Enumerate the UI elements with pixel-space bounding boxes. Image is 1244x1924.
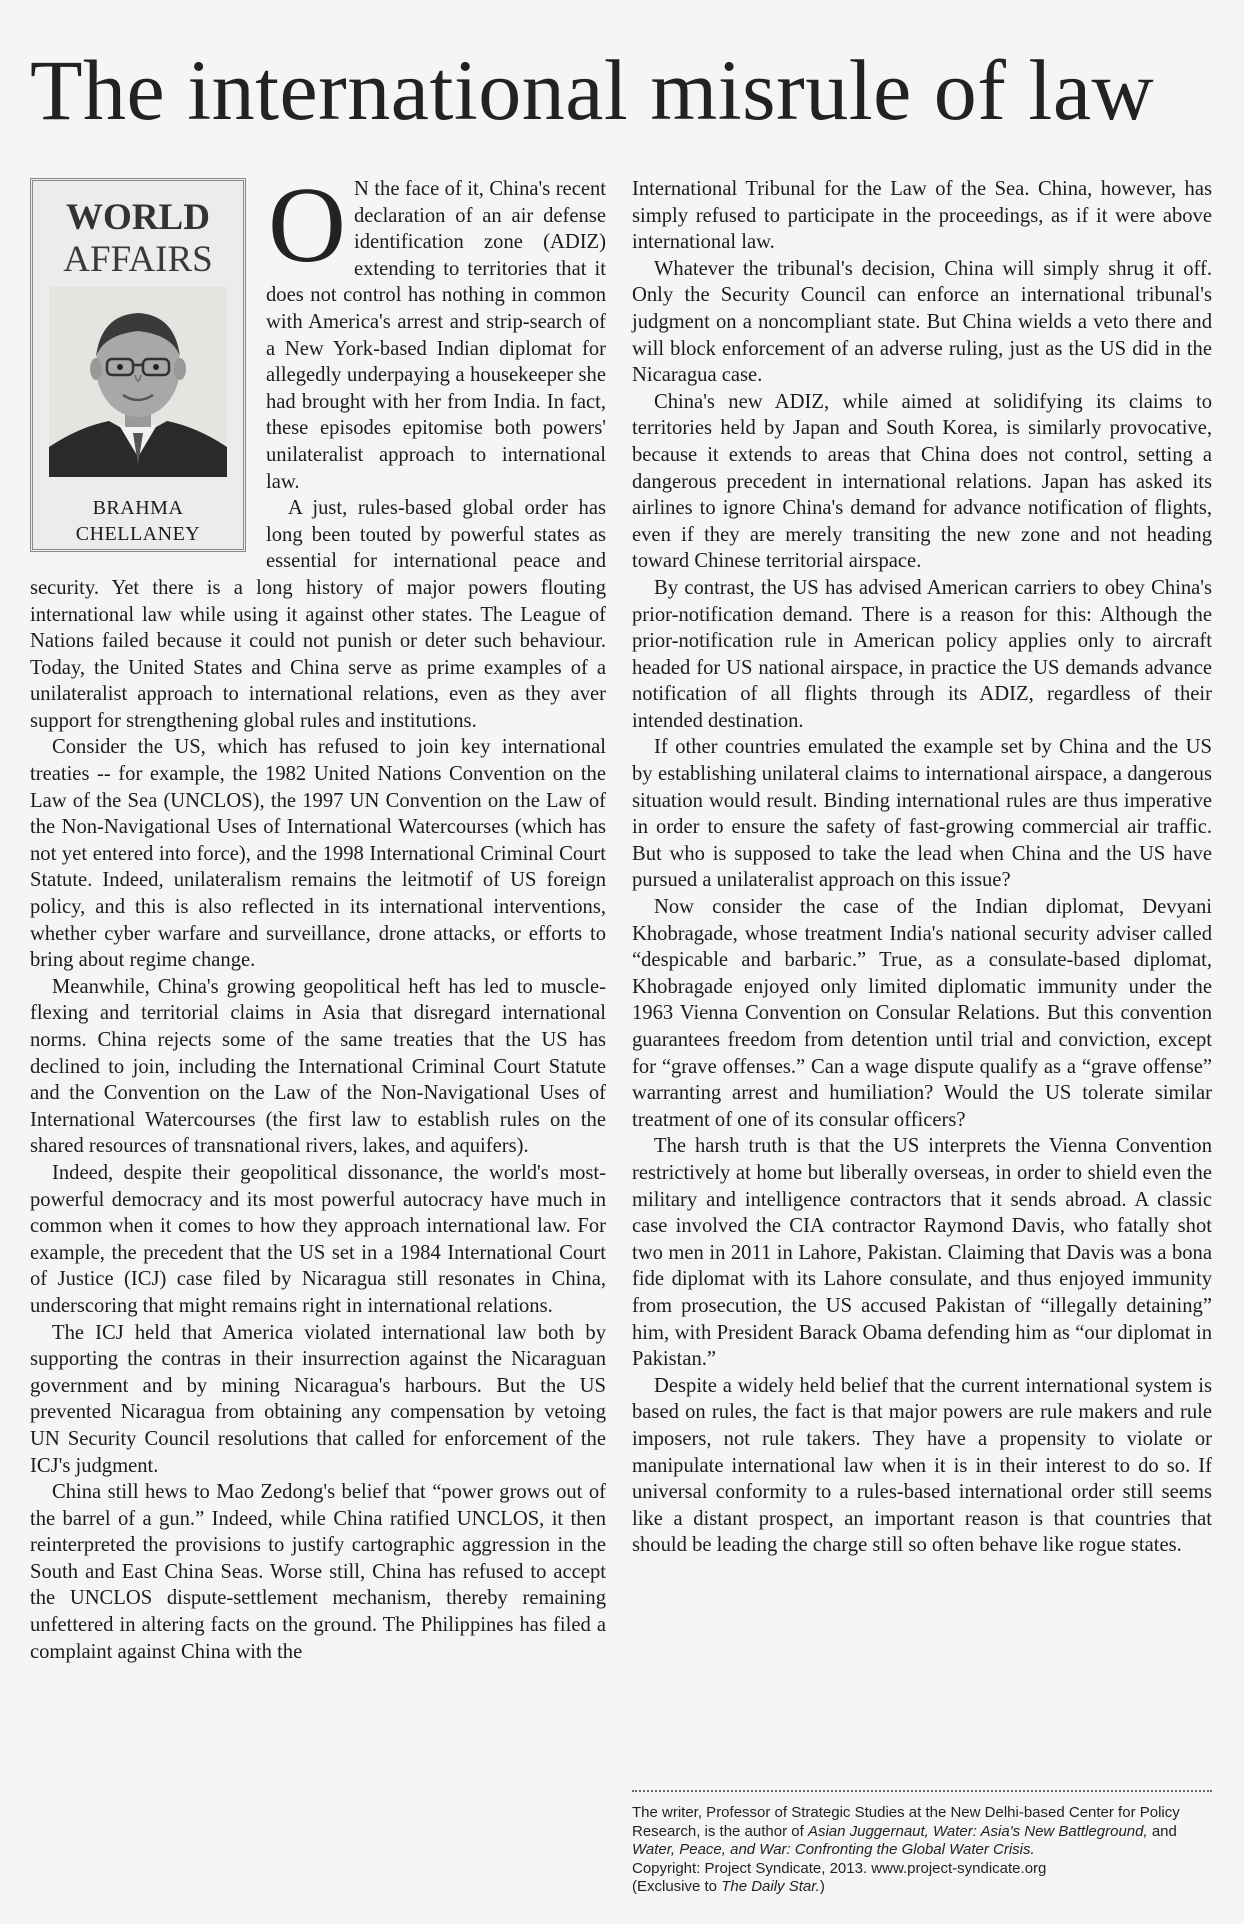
writer-bio bbox=[632, 1804, 1212, 1860]
and-word: and bbox=[1147, 1822, 1177, 1840]
right-column bbox=[632, 176, 1212, 1559]
body-paragraph: The ICJ held that America violated international law both by supporting the contras in their insurrection against the Nicaraguan government and by mining Nicaragua's harbours. But the US prevented Nicaragua from obtaining any compensation by vetoing UN Security Council resolutions that called for enforcement of the ICJ's judgment. bbox=[30, 1321, 606, 1477]
body-paragraph: Whatever the tribunal's decision, China will simply shrug it off. Only the Security Council can enforce an international tribunal's judgment on a noncompliant state. But China wields a veto there and will block enforcement of an adverse ruling, just as the US did in the Nicaragua case. bbox=[632, 257, 1212, 387]
headline: The international misrule of law bbox=[30, 42, 1155, 138]
body-paragraph: China's new ADIZ, while aimed at solidifying its claims to territories held by Japan and South Korea, is similarly provocative, because it extends to areas that China does not control, setting a dangerous precedent in international relations. Japan has asked its airlines to ignore China's demand for advance notification of flights, even if they are merely transiting the new zone and not heading toward Chinese territorial airspace. bbox=[632, 390, 1212, 573]
left-column bbox=[30, 166, 606, 1665]
body-paragraph: A just, rules-based global order has long been touted by powerful states as essential for international peace and security. Yet there is a long history of major powers flouting international law while using it against other states. The League of Nations failed because it could not punish or deter such behaviour. Today, the United States and China serve as prime examples of a unilateralist approach to international relations, even as they aver support for strengthening global rules and institutions. bbox=[30, 497, 606, 732]
section-label-line-2: AFFAIRS bbox=[63, 239, 213, 280]
body-paragraph: By contrast, the US has advised American carriers to obey China's prior-notification demand. There is a reason for this: Although the prior-notification rule in American policy applies only to aircraft headed for US national airspace, in practice the US demands advance notification of all flights through its ADIZ, regardless of their intended destination. bbox=[632, 576, 1212, 732]
section-label-line-1: WORLD bbox=[66, 197, 210, 238]
book-title-2: Water, Peace, and War: Confronting the Global Water Crisis. bbox=[632, 1841, 1035, 1858]
drop-cap: O bbox=[268, 166, 346, 285]
copyright-line: Copyright: Project Syndicate, 2013. www.project-syndicate.org bbox=[632, 1859, 1047, 1877]
book-title-1: Asian Juggernaut, Water: Asia's New Battleground, bbox=[807, 1822, 1148, 1840]
author-photo bbox=[49, 287, 227, 477]
author-box bbox=[30, 178, 246, 552]
author-portrait-icon bbox=[49, 287, 227, 477]
writer-intro: The writer, Professor of Strategic Studies at the New Delhi-based Center for Policy Research, is the author of bbox=[632, 1804, 1180, 1840]
body-paragraph: Consider the US, which has refused to join key international treaties -- for example, the 1982 United Nations Convention on the Law of the Sea (UNCLOS), the 1997 UN Convention on the Law of the Non-Navigational Uses of International Watercourses (which has not yet entered into force), and the 1998 International Criminal Court Statute. Indeed, unilateralism remains the leitmotif of US foreign policy, and this is also reflected in its international interventions, whether cyber warfare and surveillance, drone attacks, or efforts to bring about regime change. bbox=[30, 736, 606, 972]
credits-divider bbox=[632, 1790, 1212, 1792]
exclusive-prefix: (Exclusive to bbox=[632, 1878, 722, 1895]
body-paragraph: Despite a widely held belief that the current international system is based on rules, the fact is that major powers are rule makers and rule imposers, not rule takers. They have a propensity to violate or manipulate international law when it is in their interest to do so. If universal conformity to a rules-based international order still seems like a distant prospect, an important reason is that countries that should be leading the charge still so often behave like rogue states. bbox=[632, 1374, 1212, 1557]
exclusive-line bbox=[632, 1878, 1212, 1897]
body-paragraph: The harsh truth is that the US interprets the Vienna Convention restrictively at home but liberally overseas, in order to shield even the military and intelligence contractors that it sends abroad. A classic case involved the CIA contractor Raymond Davis, who fatally shot two men in 2011 in Lahore, Pakistan. Claiming that Davis was a bona fide diplomat with its Lahore consulate, and thus enjoyed immunity from prosecution, the US accused Pakistan of “illegally detaining” him, with President Barack Obama defending him as “our diplomat in Pakistan.” bbox=[632, 1135, 1212, 1371]
body-paragraph: Meanwhile, China's growing geopolitical heft has led to muscle-flexing and territorial claims in Asia that disregard international norms. China rejects some of the same treaties that the US has declined to join, including the International Criminal Court Statute and the Convention on the Law of the Non-Navigational Uses of International Watercourses (the first law to establish rules on the shared resources of transnational rivers, lakes, and aquifers). bbox=[30, 975, 606, 1158]
body-paragraph: If other countries emulated the example set by China and the US by establishing unilateral claims to international airspace, a dangerous situation would result. Binding international rules are thus imperative in order to ensure the safety of fast-growing commercial air traffic. But who is supposed to take the lead when China and the US have pursued a unilateralist approach on this issue? bbox=[632, 736, 1212, 892]
body-paragraph: Indeed, despite their geopolitical dissonance, the world's most-powerful democracy and its most powerful autocracy have much in common when it comes to how they approach international law. For example, the precedent that the US set in a 1984 International Court of Justice (ICJ) case filed by Nicaragua still resonates in China, underscoring that might remains right in international relations. bbox=[30, 1161, 606, 1317]
author-name-line-2: CHELLANEY bbox=[75, 523, 201, 545]
author-name-line-1: BRAHMA bbox=[92, 497, 184, 519]
lead-text: N the face of it, China's recent declaration of an air defense identification zone (ADIZ) extending to territories that it does not control has nothing in common with America's arrest and strip-search of a New York-based Indian diplomat for allegedly underpaying a housekeeper she had brought with her from India. In fact, these episodes epitomise both powers' unilateralist approach to international law. bbox=[266, 178, 606, 493]
newspaper-name: The Daily Star. bbox=[721, 1878, 820, 1895]
author-credits bbox=[632, 1804, 1212, 1897]
exclusive-suffix: ) bbox=[819, 1878, 825, 1895]
section-label bbox=[33, 181, 243, 281]
body-paragraph: China still hews to Mao Zedong's belief that “power grows out of the barrel of a gun.” Indeed, while China ratified UNCLOS, it then reinterpreted the provisions to justify cartographic aggression in the South and East China Seas. Worse still, China has refused to accept the UNCLOS dispute-settlement mechanism, thereby remaining unfettered in altering facts on the ground. The Philippines has filed a complaint against China with the bbox=[30, 1481, 606, 1663]
body-paragraph: Now consider the case of the Indian diplomat, Devyani Khobragade, whose treatment India's national security adviser called “despicable and barbaric.” True, as a consulate-based diplomat, Khobragade enjoyed only limited diplomatic immunity under the 1963 Vienna Convention on Consular Relations. But this convention guarantees freedom from detention until trial and conviction, except for “grave offenses.” Can a wage dispute qualify as a “grave offense” warranting arrest and humiliation? Would the US tolerate similar treatment of one of its consular officers? bbox=[632, 896, 1212, 1131]
author-name bbox=[33, 495, 243, 547]
body-paragraph-continued: International Tribunal for the Law of the Sea. China, however, has simply refused to participate in the proceedings, as if it were above international law. bbox=[632, 178, 1212, 254]
